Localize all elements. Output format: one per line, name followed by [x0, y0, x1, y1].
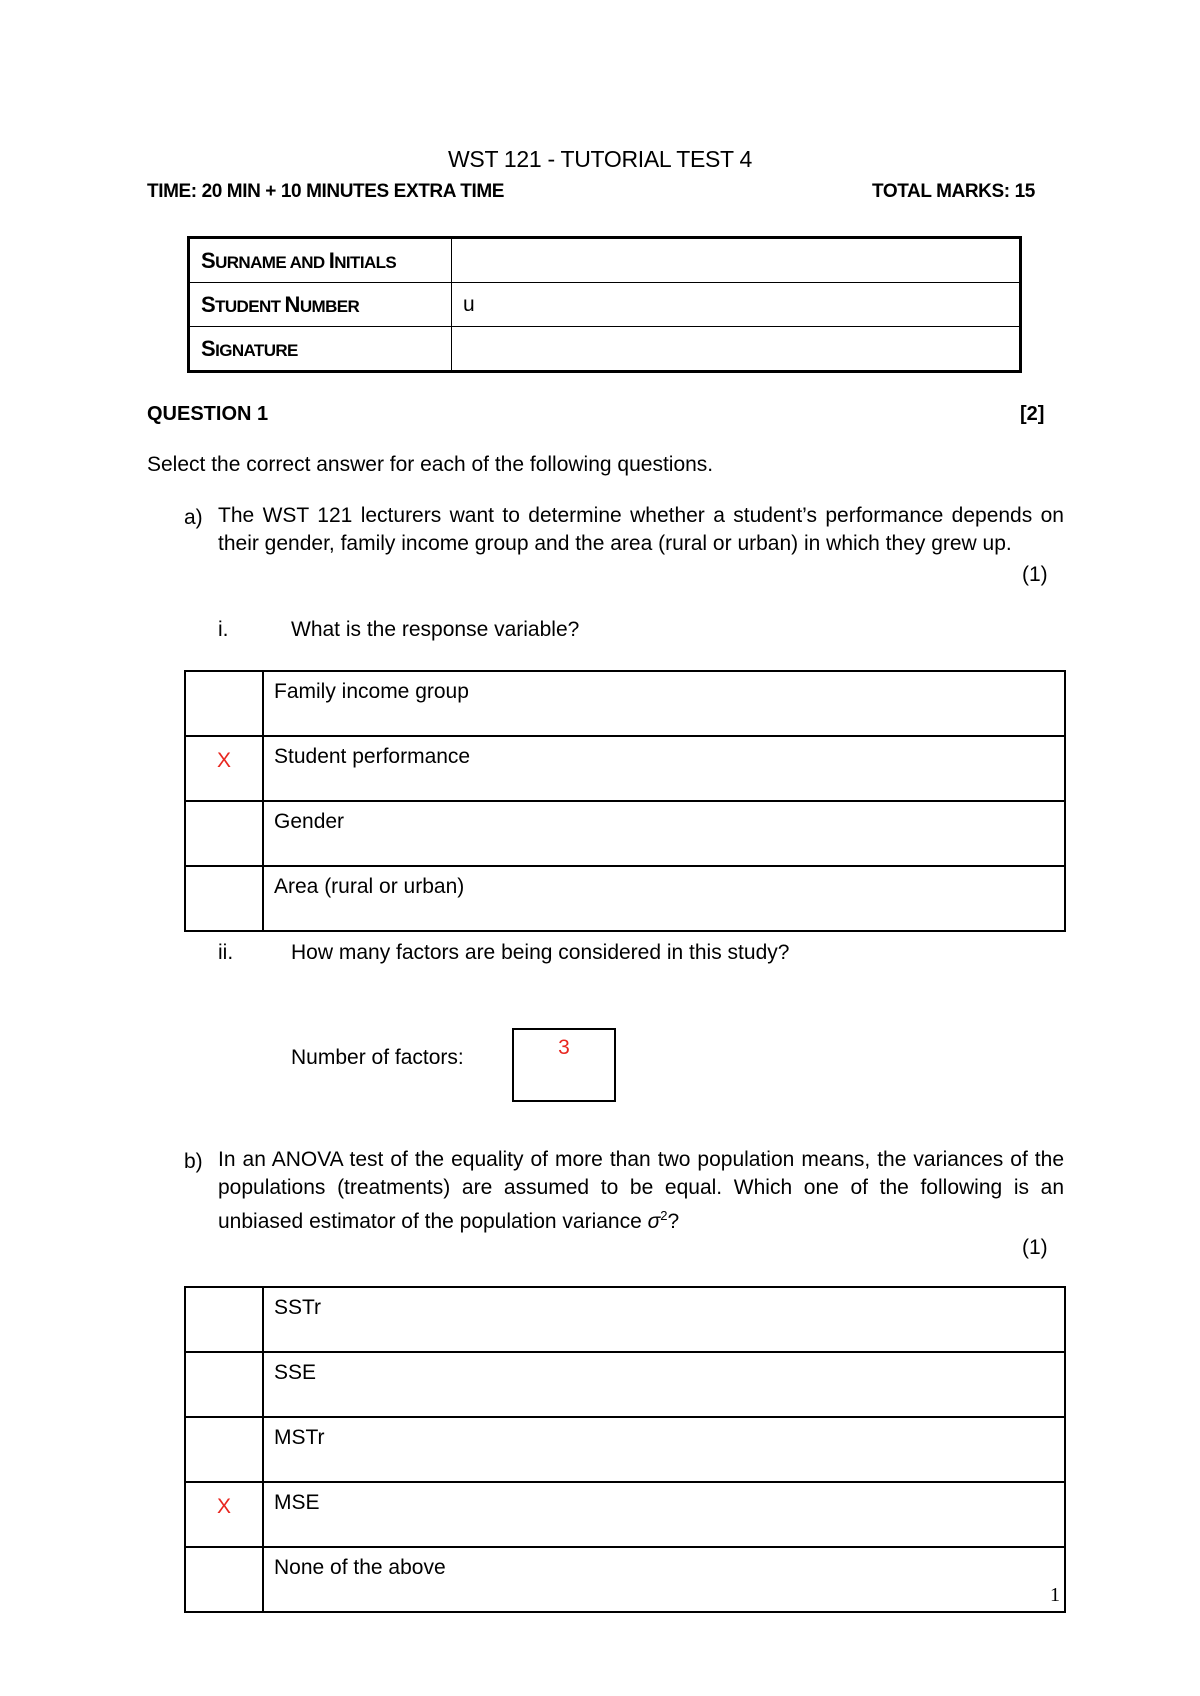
- option-text: Gender: [263, 801, 1065, 866]
- part-b-end: ?: [667, 1210, 680, 1233]
- option-text: Student performance: [263, 736, 1065, 801]
- sigma-symbol: σ: [647, 1210, 661, 1233]
- option-text: Family income group: [263, 671, 1065, 736]
- signature-label: SIGNATURE: [189, 327, 452, 372]
- option-mark[interactable]: [185, 1287, 263, 1352]
- student-info-table: [187, 236, 1022, 373]
- part-a-letter: a): [184, 506, 203, 529]
- factors-answer-box[interactable]: [512, 1028, 616, 1102]
- option-mark[interactable]: [185, 671, 263, 736]
- factors-answer: 3: [558, 1036, 570, 1059]
- part-b-body: In an ANOVA test of the equality of more than two population means, the variances of the populations (treatments) are assumed to be equal. Which one of the following is an unbiased estimator of the population variance: [218, 1148, 1064, 1233]
- option-mark[interactable]: [185, 1352, 263, 1417]
- student-number-row: [189, 283, 1021, 327]
- option-row[interactable]: [185, 671, 1065, 736]
- part-b-letter: b): [184, 1150, 203, 1173]
- option-row[interactable]: [185, 1547, 1065, 1612]
- part-a-text: [218, 502, 1064, 558]
- option-mark[interactable]: [185, 1417, 263, 1482]
- part-b-text: [218, 1146, 1064, 1236]
- option-row[interactable]: [185, 866, 1065, 931]
- option-mark[interactable]: [185, 1547, 263, 1612]
- option-row[interactable]: [185, 1417, 1065, 1482]
- page-number: 1: [1050, 1584, 1060, 1606]
- part-a-body: The WST 121 lecturers want to determine whether a student’s performance depends on their gender, family income group and the area (rural or urban) in which they grew up.: [218, 504, 1064, 555]
- student-number-field[interactable]: u: [452, 283, 1021, 327]
- total-marks: TOTAL MARKS: 15: [872, 181, 1035, 202]
- option-text: MSTr: [263, 1417, 1065, 1482]
- question-1-instruction: Select the correct answer for each of the following questions.: [147, 453, 714, 476]
- option-mark[interactable]: [185, 866, 263, 931]
- surname-field[interactable]: [452, 238, 1021, 283]
- part-b-marks: (1): [1022, 1236, 1048, 1259]
- option-row[interactable]: [185, 801, 1065, 866]
- test-title: WST 121 - TUTORIAL TEST 4: [448, 146, 752, 172]
- signature-field[interactable]: [452, 327, 1021, 372]
- time-allowed: TIME: 20 MIN + 10 MINUTES EXTRA TIME: [147, 181, 505, 202]
- part-a-marks: (1): [1022, 563, 1048, 586]
- option-row[interactable]: [185, 1287, 1065, 1352]
- variance-estimator-options: [184, 1286, 1066, 1613]
- sub-ii-number: ii.: [218, 941, 234, 964]
- student-number-label: STUDENT NUMBER: [189, 283, 452, 327]
- sub-i-question: What is the response variable?: [291, 618, 580, 641]
- option-mark[interactable]: [185, 801, 263, 866]
- option-text: SSTr: [263, 1287, 1065, 1352]
- option-row[interactable]: [185, 1482, 1065, 1547]
- option-row[interactable]: [185, 736, 1065, 801]
- surname-row: [189, 238, 1021, 283]
- sigma-exponent: 2: [660, 1208, 668, 1223]
- factors-label: Number of factors:: [291, 1046, 464, 1069]
- surname-label: SURNAME AND INITIALS: [189, 238, 452, 283]
- signature-row: [189, 327, 1021, 372]
- option-text: Area (rural or urban): [263, 866, 1065, 931]
- option-text: MSE: [263, 1482, 1065, 1547]
- question-1-title: QUESTION 1: [147, 403, 269, 425]
- question-1-marks: [2]: [1020, 403, 1045, 425]
- option-text: None of the above: [263, 1547, 1065, 1612]
- option-row[interactable]: [185, 1352, 1065, 1417]
- sub-ii-question: How many factors are being considered in this study?: [291, 941, 790, 964]
- sub-i-number: i.: [218, 618, 229, 641]
- option-mark[interactable]: X: [185, 736, 263, 801]
- response-variable-options: [184, 670, 1066, 932]
- option-text: SSE: [263, 1352, 1065, 1417]
- option-mark[interactable]: X: [185, 1482, 263, 1547]
